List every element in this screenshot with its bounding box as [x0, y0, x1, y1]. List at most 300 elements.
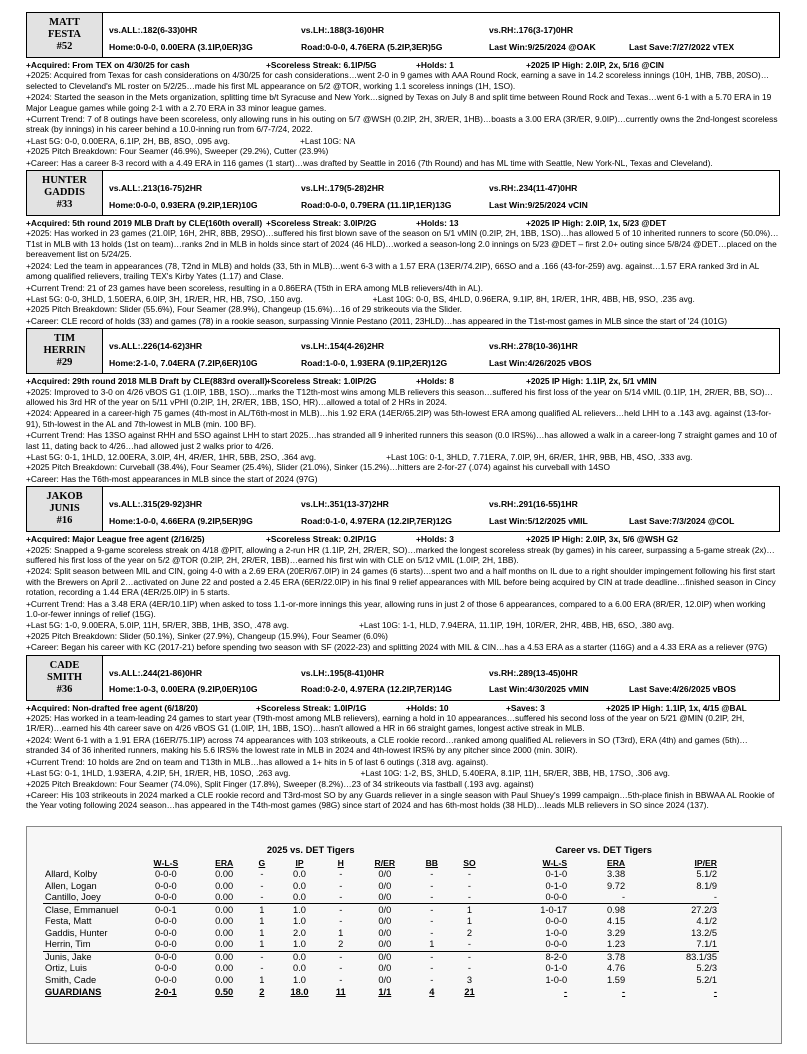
pitch-breakdown: +2025 Pitch Breakdown: Slider (55.6%), Four Seamer (28.9%), Changeup (15.6%)…16 of 29 strikeouts via the Slider.	[26, 304, 462, 315]
player-num: #52	[56, 41, 73, 52]
stat-cell: 0/0	[357, 951, 413, 963]
stat-cell: 0.00	[215, 868, 234, 879]
player-name-box	[27, 487, 103, 531]
pitcher-name: Allen, Logan	[45, 880, 97, 891]
stat-cell: 27.2/3	[627, 904, 719, 916]
last-10-games: +Last 10G: NA	[300, 135, 356, 146]
note-y2025: +2025: Improved to 3-0 on 4/26 vBOS G1 (1.0IP, 1BB, 1SO)…marks the T12th-most wins among MLB relievers this season…suffered his first loss of the year on 5/14 vMIL (0.1IP, 1H, 2R/ER, BB, SO)…allowed his 3rd HR of the year on 5/11 vPHI (0.2IP, 1H, 2R/ER, 1BB, 1SO, HR)…allowed a total of 2 HRs in 2024.	[26, 386, 773, 407]
split-rh: vs.RH:.278(10-36)1HR	[489, 341, 578, 352]
stat-cell: 0.00	[215, 880, 234, 891]
stat-cell: 0-0-0	[155, 892, 177, 903]
player-name1: CADE	[49, 659, 80, 671]
stat-cell: 5.2/3	[696, 963, 717, 974]
split-all: vs.ALL:.182(6-33)0HR	[109, 25, 198, 35]
acquired-line: +Acquired: 5th round 2019 MLB Draft by CLE(160th overall)	[26, 218, 263, 229]
split-last-save	[629, 358, 779, 374]
player-splits	[103, 656, 779, 700]
player-name2: SMITH	[46, 671, 82, 683]
note-y2025: +2025: Has worked in 23 games (21.0IP, 16H, 2HR, 8BB, 29SO)…suffered his first blown save of the season on 5/1 vMIN (0.2IP, 2H, 1BB, 1SO)…has allowed 5 of 10 inherited runners to score (50.0%)…T1st in MLB with 13 holds (1st on team)…ranks 2nd in MLB in holds since start of 2024 (46 HLD)…worked a season-long 2.0 innings on 5/23 @DET – first 2.0+ outing since 5/8/24 @DET…placed on the bereavement list on 5/24/25.	[26, 228, 779, 260]
stats-table	[43, 845, 719, 998]
ip-high: +2025 IP High: 2.0IP, 2x, 5/16 @CIN	[526, 60, 664, 70]
player-block	[26, 170, 780, 326]
ip-high: +2025 IP High: 2.0IP, 3x, 5/6 @WSH G2	[526, 534, 678, 545]
note-trend: +Current Trend: 10 holds are 2nd on team and T13th in MLB…has allowed a 1+ hits in 5 of last 6 outings (.318 avg. against).	[26, 756, 489, 767]
table-row	[43, 975, 719, 987]
player-header	[26, 655, 780, 701]
last-games-row	[26, 620, 780, 630]
split-rh: vs.RH:.234(11-47)0HR	[489, 183, 578, 194]
stat-cell: 2	[466, 927, 473, 938]
total-cell: -	[713, 986, 717, 997]
stat-cell: 0-0-0	[545, 916, 568, 927]
last-games-row	[26, 452, 780, 462]
col-header: G	[258, 857, 266, 868]
stat-cell: 0-0-0	[155, 868, 177, 879]
last-10-games: +Last 10G: 0-0, BS, 4HLD, 0.96ERA, 9.1IP, 8H, 1R/ER, 1HR, 4BB, HB, 9SO, .235 avg.	[372, 293, 695, 304]
stat-cell: 0/0	[378, 975, 392, 986]
stat-cell: 0-0-0	[133, 951, 199, 963]
stat-cell: 1-0-0	[545, 975, 568, 986]
total-cell: 0.50	[215, 986, 234, 997]
total-cell: 21	[464, 986, 475, 997]
pitcher-name: Clase, Emmanuel	[43, 904, 133, 916]
split-last-save: Last Save:7/3/2024 @COL	[629, 515, 735, 526]
stat-cell: 1.0	[293, 939, 306, 950]
split-road: Road:0-0-0, 0.79ERA (11.1IP,1ER)13G	[301, 199, 452, 210]
stat-cell: 0-0-0	[545, 892, 568, 903]
stat-cell: 0.00	[215, 916, 234, 927]
total-cell: 2	[259, 986, 265, 997]
split-blank	[629, 668, 779, 684]
split-all: vs.ALL:.213(16-75)2HR	[109, 183, 203, 194]
split-home: Home:2-1-0, 7.04ERA (7.2IP,6ER)10G	[109, 357, 258, 368]
stat-cell: -	[467, 880, 472, 891]
stat-cell: 3.29	[607, 927, 626, 938]
table-row	[43, 928, 719, 940]
stat-cell: 0.0	[293, 963, 306, 974]
note-y2025: +2025: Acquired from Texas for cash considerations on 4/30/25 for cash considerations…went 2-0 in 9 games with AAA Round Rock, earning a save in 14.2 scoreless innings (10H, 1HB, 7BB, 20SO)…selected to Cleveland's ML roster on 5/2/25…made his first ML appearance on 5/2 @TOR, working 1.1 scoreless innings (1H, 1SO).	[26, 70, 770, 91]
stat-cell: 0-0-0	[155, 963, 177, 974]
scoreless-streak: +Scoreless Streak: 1.0IP/2G	[266, 376, 377, 387]
split-blank	[629, 341, 779, 357]
split-last-win: Last Win:4/30/2025 vMIN	[489, 684, 589, 695]
table-row	[43, 880, 719, 892]
stat-cell: -	[325, 904, 357, 916]
stat-cell: 3.78	[569, 951, 627, 963]
split-last-win: Last Win:5/12/2025 vMIL	[489, 515, 588, 526]
last-games-row	[26, 294, 780, 304]
player-block	[26, 655, 780, 811]
pitch-breakdown: +2025 Pitch Breakdown: Slider (50.1%), Sinker (27.9%), Changeup (15.9%), Four Seamer (6.0%)	[26, 630, 388, 641]
col-header: BB	[425, 857, 438, 868]
player-name1: TIM	[54, 333, 75, 345]
note-y2024: +2024: Went 6-1 with a 1.91 ERA (16ER/75.1IP) across 74 appearances with 103 strikeouts, a CLE rookie record…ranked among qualified AL relievers in SO (T3rd), ERA (4th) and games (5th)…stranded 34 of 36 inherited runners, making his 5.6 IRS% the lowest rate in MLB in 2024 and 4th-lowest IRS% by any pitcher since 2000 (min. 30IR).	[26, 734, 748, 756]
stat-cell: 9.72	[607, 880, 626, 891]
total-cell: 1/1	[378, 986, 392, 997]
total-cell: 2-0-1	[155, 986, 177, 997]
player-splits	[103, 329, 779, 373]
player-name-box	[27, 13, 103, 57]
stat-cell: 0/0	[357, 904, 413, 916]
title-2025-vs-det: 2025 vs. DET Tigers	[266, 845, 355, 856]
pitcher-name: Ortiz, Luis	[45, 963, 87, 974]
player-name-box	[27, 329, 103, 373]
note-trend: +Current Trend: Has a 3.48 ERA (4ER/10.1IP) when asked to toss 1.1-or-more innings this year, allowing runs in just 2 of those 6 appearances, compared to a 6.00 ERA (8R/ER, 12.0IP) when working 1.0-or-fewer innings of relief (15G).	[26, 598, 766, 620]
player-name2: FESTA	[47, 29, 82, 40]
blank-cell	[43, 845, 133, 857]
stat-cell: 0/0	[378, 939, 392, 950]
stat-cell: 2	[338, 939, 344, 950]
col-header: W-L-S	[153, 857, 179, 868]
player-name2: GADDIS	[44, 187, 85, 199]
stat-cell: 1	[338, 927, 344, 938]
player-name2: JUNIS	[49, 503, 80, 515]
player-header	[26, 486, 780, 532]
last-5-games: +Last 5G: 0-0, 0.00ERA, 6.1IP, 2H, BB, 8SO, .095 avg.	[26, 135, 230, 146]
total-row	[43, 987, 719, 999]
split-lh: vs.LH:.188(3-16)0HR	[301, 25, 385, 35]
player-block	[26, 486, 780, 652]
player-quick-row	[26, 534, 780, 544]
stat-cell: -	[467, 939, 472, 950]
career-note: +Career: Has a career 8-3 record with a 4.49 ERA in 116 games (1 start)…was drafted by Seattle in 2016 (7th Round) and has ML time with Seattle, New York-NL, Texas and Cleveland).	[26, 157, 713, 168]
split-blank	[629, 183, 779, 199]
stat-cell: 1.59	[607, 975, 626, 986]
table-row	[43, 892, 719, 904]
player-splits	[103, 13, 779, 57]
stat-cell: 8-2-0	[488, 951, 569, 963]
player-name2: HERRIN	[43, 345, 86, 357]
split-rh: vs.RH:.289(13-45)0HR	[489, 667, 578, 678]
note-trend: +Current Trend: 21 of 23 games have been scoreless, resulting in a 0.86ERA (T5th in ERA among MLB relievers/4th in AL).	[26, 282, 483, 293]
stats-title-row	[43, 845, 719, 857]
note-y2024: +2024: Appeared in a career-high 75 games (4th-most in AL/T6th-most in MLB)…his 1.92 ERA (14ER/65.2IP) was 5th-lowest ERA among qualified AL relievers…held LHH to a .143 avg. against (13-for-91), 5th-lowest in the AL and 7th-lowest in MLB (min. 100 BF).	[26, 408, 772, 429]
stat-cell: 0.0	[293, 880, 306, 891]
stat-cell: -	[467, 963, 472, 974]
player-name-box	[27, 171, 103, 215]
note-y2024: +2024: Started the season in the Mets organization, splitting time b/t Syracuse and New York…signed by Texas on July 8 and split time between Round Rock and Texas…went 6-1 with a 5.70 ERA in 19 Major League games while going 2-1 with a 2.70 ERA in 33 minor league games.	[26, 92, 772, 113]
stat-cell: 1	[466, 916, 473, 927]
stat-cell: 0-0-0	[155, 939, 177, 950]
player-header	[26, 170, 780, 216]
last-10-games: +Last 10G: 1-2, BS, 3HLD, 5.40ERA, 8.1IP, 11H, 5R/ER, 3BB, HB, 17SO, .306 avg.	[360, 768, 670, 779]
table-row	[43, 963, 719, 975]
stat-cell: -	[467, 868, 472, 879]
stats-header-row	[43, 857, 719, 869]
scoreless-streak: +Scoreless Streak: 0.2IP/1G	[266, 534, 377, 545]
split-rh: vs.RH:.291(16-55)1HR	[489, 499, 578, 510]
stat-cell: 0.00	[199, 904, 250, 916]
stat-cell: -	[430, 963, 434, 974]
split-lh: vs.LH:.179(5-28)2HR	[301, 183, 385, 194]
stat-cell: -	[430, 880, 434, 891]
note-y2024: +2024: Led the team in appearances (78, T2nd in MLB) and holds (33, 5th in MLB)…went 6-3 with a 1.57 ERA (13ER/74.2IP), 66SO and a .166 (43-for-259) avg. against…1.57 ERA ranked 3rd in AL among qualified relievers, trailing TEX's Kirby Yates (1.17) and Clase.	[26, 260, 760, 282]
split-home: Home:1-0-3, 0.00ERA (9.2IP,0ER)10G	[109, 684, 258, 695]
stat-cell: 4.1/2	[696, 916, 717, 927]
stat-cell: -	[339, 868, 343, 879]
last-10-games: +Last 10G: 1-1, HLD, 7.94ERA, 11.1IP, 19H, 10R/ER, 2HR, 4BB, HB, 6SO, .380 avg.	[358, 620, 675, 631]
stat-cell: 0-0-0	[155, 880, 177, 891]
career-note: +Career: Began his career with KC (2017-21) before spending two season with SF (2022-23) and splitting 2024 with MIL & CIN…has a 4.53 ERA as a starter (116G) and a 4.33 ERA as a reliever (97G)	[26, 642, 768, 653]
stat-cell: 13.2/5	[691, 927, 717, 938]
ip-high: +2025 IP High: 1.1IP, 2x, 5/1 vMIN	[526, 376, 657, 387]
stat-cell: 4.76	[607, 963, 626, 974]
stat-cell: -	[430, 975, 434, 986]
career-note: +Career: Has the T6th-most appearances in MLB since the start of 2024 (97G)	[26, 473, 318, 484]
stat-cell: -	[413, 904, 451, 916]
career-col-header: ERA	[606, 857, 626, 868]
acquired-line: +Acquired: Major League free agent (2/16/25)	[26, 534, 205, 545]
stat-cell: -	[713, 892, 717, 903]
career-col-header: W-L-S	[542, 857, 568, 868]
table-row	[43, 869, 719, 881]
split-road: Road:1-0-0, 1.93ERA (9.1IP,2ER)12G	[301, 357, 448, 368]
total-cell: -	[622, 986, 626, 997]
stat-cell: -	[260, 963, 264, 974]
note-trend: +Current Trend: Has 13SO against RHH and 5SO against LHH to start 2025…has stranded all 9 inherited runners this season (0.0 IRS%)…has allowed a walk in a career-long 7 straight games and 10 of last 11, dating back to 4/26…had allowed just 2 walks prior to 4/26.	[26, 430, 777, 451]
acquired-line: +Acquired: From TEX on 4/30/25 for cash	[26, 60, 190, 70]
stat-cell: -	[339, 963, 343, 974]
stat-cell: 0-1-0	[545, 963, 568, 974]
player-splits	[103, 487, 779, 531]
ip-high: +2025 IP High: 1.1IP, 1x, 4/15 @BAL	[606, 702, 747, 713]
split-home: Home:0-0-0, 0.00ERA (3.1IP,0ER)3G	[109, 41, 253, 52]
stat-cell: -	[339, 892, 343, 903]
stat-cell: 7.1/1	[696, 939, 717, 950]
stat-cell: 83.1/35	[627, 951, 719, 963]
stat-cell: 0/0	[378, 916, 392, 927]
stat-cell: 0.0	[293, 892, 306, 903]
stat-cell: 1.0	[274, 904, 325, 916]
player-num: #33	[56, 199, 73, 211]
stat-cell: 1.0	[293, 975, 306, 986]
player-num: #29	[56, 357, 73, 369]
stat-cell: -	[339, 916, 343, 927]
career-note: +Career: His 103 strikeouts in 2024 marked a CLE rookie record and T3rd-most SO by any Guards reliever in a single season with Paul Shuey's 1999 campaign…5th-place finish in BBWAA AL Rookie of the Year voting following 2024 season…has appeared in the T4th-most games (98G) since start of 2024 and has 6th-most holds (38 HLD)…leads MLB relievers in SO since 2024 (137).	[26, 789, 775, 811]
scoreless-streak: +Scoreless Streak: 6.1IP/5G	[266, 60, 377, 70]
pitcher-name: Gaddis, Hunter	[45, 927, 108, 938]
split-road: Road:0-0-0, 4.76ERA (5.2IP,3ER)5G	[301, 41, 443, 52]
split-all: vs.ALL:.244(21-86)0HR	[109, 667, 203, 678]
split-home: Home:0-0-0, 0.93ERA (9.2IP,1ER)10G	[109, 199, 258, 210]
total-cell: -	[564, 986, 568, 997]
note-y2025: +2025: Has worked in a team-leading 24 games to start year (T9th-most among MLB relievers), earning a hold in 10 appearances…suffered his second loss of the year on 5/21 @MIN (0.2IP, 2H, 1R/ER)…earned his 4th career save on 4/26 vBOS G1 (1.0IP, 1H, 1BB, 1SO)…hasn't allowed a HR in 66 straight games, longest active streak in MLB.	[26, 713, 745, 734]
stat-cell: 5.1/2	[696, 868, 717, 879]
total-cell: 4	[429, 986, 435, 997]
stat-cell: 0-1-0	[545, 880, 568, 891]
player-block	[26, 12, 780, 168]
stat-cell: -	[325, 951, 357, 963]
saves: +Saves: 3	[506, 702, 545, 713]
note-y2024: +2024: Split season between MIL and CIN, going 4-0 with a 2.69 ERA (20ER/67.0IP) in 24 games (6 starts)…spent two and a half months on IL due to a right shoulder impingement following his first start with the Brewers on April 2…activated on June 22 and posted a 2.45 ERA (6ER/22.0IP) in his final 9 relief appearances with MIL before being acquired by CIN at trade deadline…finished season in Cincy rotation, recording a 1.44 ERA (4ER/25.0IP) in 5 starts.	[26, 566, 776, 598]
last-games-row	[26, 768, 780, 778]
last-5-games: +Last 5G: 1-0, 9.00ERA, 5.0IP, 11H, 5R/ER, 3BB, 1HB, 3SO, .478 avg.	[26, 620, 289, 631]
player-header	[26, 12, 780, 58]
player-name1: JAKOB	[46, 491, 83, 503]
stat-cell: 1	[451, 904, 489, 916]
pitcher-name: Festa, Matt	[45, 916, 92, 927]
holds: +Holds: 3	[416, 534, 454, 545]
last-10-games: +Last 10G: 0-1, 3HLD, 7.71ERA, 7.0IP, 9H, 6R/ER, 1HR, 9BB, HB, 4SO, .333 avg.	[386, 451, 693, 462]
stat-cell: 8.1/9	[696, 880, 717, 891]
stat-cell: -	[430, 892, 434, 903]
stat-cell: 1-0-17	[488, 904, 569, 916]
acquired-line: +Acquired: 29th round 2018 MLB Draft by CLE(883rd overall)	[26, 376, 268, 387]
split-lh: vs.LH:.351(13-37)2HR	[301, 499, 389, 510]
blank-cell	[43, 857, 133, 869]
split-last-win: Last Win:4/26/2025 vBOS	[489, 357, 592, 368]
stat-cell: -	[622, 892, 626, 903]
player-block	[26, 328, 780, 484]
scoreless-streak: +Scoreless Streak: 1.0IP/1G	[256, 702, 367, 713]
stat-cell: 0.00	[215, 939, 234, 950]
last-5-games: +Last 5G: 0-1, 1HLD, 1.93ERA, 4.2IP, 5H, 1R/ER, HB, 10SO, .263 avg.	[26, 768, 291, 779]
stat-cell: 0-0-1	[133, 904, 199, 916]
player-name1: HUNTER	[42, 175, 87, 187]
holds: +Holds: 1	[416, 60, 454, 70]
stat-cell: 0/0	[378, 868, 392, 879]
split-lh: vs.LH:.195(8-41)0HR	[301, 667, 385, 678]
split-all: vs.ALL:.226(14-62)3HR	[109, 341, 203, 352]
pitch-breakdown: +2025 Pitch Breakdown: Curveball (38.4%), Four Seamer (25.4%), Slider (21.0%), Sinker (15.2%)…hitters are 2-for-27 (.074) against his curveball with 14SO	[26, 462, 610, 473]
split-last-save: Last Save:7/27/2022 vTEX	[629, 41, 735, 52]
stat-cell: -	[260, 868, 264, 879]
stat-cell: 1.23	[607, 939, 626, 950]
note-trend: +Current Trend: 7 of 8 outings have been scoreless, only allowing runs in his outing on 5/7 @WSH (0.2IP, 2H, 3R/ER, 1HB)…boasts a 3.00 ERA (3R/ER, 9.0IP)…currently owns the 2nd-longest scoreless streak (by innings) in his career behind a 10.0-inning run from 6/7-7/24, 2022.	[26, 114, 778, 135]
player-header	[26, 328, 780, 374]
stat-cell: 1	[259, 916, 265, 927]
pitch-breakdown: +2025 Pitch Breakdown: Four Seamer (74.0%), Split Finger (17.8%), Sweeper (8.2%)…23 of 34 strikeouts via fastball (.193 avg. against)	[26, 778, 534, 789]
career-col-header: IP/ER	[694, 857, 717, 868]
last-games-row	[26, 136, 780, 146]
table-row	[43, 939, 719, 951]
stat-cell: 1	[250, 904, 275, 916]
stat-cell: 1-0-0	[545, 927, 568, 938]
stat-cell: 0-1-0	[545, 868, 568, 879]
player-quick-row	[26, 60, 780, 70]
ip-high: +2025 IP High: 2.0IP, 1x, 5/23 @DET	[526, 218, 667, 229]
stat-cell: 0.0	[274, 951, 325, 963]
stat-cell: 0-0-0	[155, 916, 177, 927]
split-blank	[629, 25, 779, 41]
col-header: R/ER	[374, 857, 396, 868]
stat-cell: -	[430, 916, 434, 927]
col-header: H	[337, 857, 344, 868]
player-num: #36	[56, 683, 73, 695]
table-row	[43, 904, 719, 916]
stat-cell: 1	[259, 939, 265, 950]
last-5-games: +Last 5G: 0-0, 3HLD, 1.50ERA, 6.0IP, 3H, 1R/ER, HR, HB, 7SO, .150 avg.	[26, 293, 303, 304]
col-header: IP	[295, 857, 304, 868]
stat-cell: 2.0	[293, 927, 306, 938]
pitcher-name: Smith, Cade	[45, 975, 97, 986]
split-blank	[629, 499, 779, 515]
stat-cell: -	[430, 868, 434, 879]
stat-cell: -	[467, 892, 472, 903]
player-quick-row	[26, 703, 780, 713]
stat-cell: 0-0-0	[545, 939, 568, 950]
pitcher-name: Allard, Kolby	[45, 868, 98, 879]
player-quick-row	[26, 218, 780, 228]
split-last-win: Last Win:9/25/2024 vCIN	[489, 199, 588, 210]
team-total-label: GUARDIANS	[45, 986, 102, 997]
pitcher-name: Herrin, Tim	[45, 939, 91, 950]
stat-cell: -	[250, 951, 275, 963]
pitcher-name: Cantillo, Joey	[45, 892, 101, 903]
player-num: #16	[56, 515, 73, 527]
stat-cell: 0/0	[378, 892, 392, 903]
stat-cell: -	[413, 951, 451, 963]
split-last-save: Last Save:4/26/2025 vBOS	[629, 684, 737, 695]
split-road: Road:0-1-0, 4.97ERA (12.2IP,7ER)12G	[301, 515, 452, 526]
split-all: vs.ALL:.315(29-92)3HR	[109, 499, 203, 510]
stat-cell: 1	[259, 975, 265, 986]
player-quick-row	[26, 376, 780, 386]
acquired-line: +Acquired: Non-drafted free agent (6/18/20)	[26, 702, 198, 713]
stat-cell: 0.00	[215, 963, 234, 974]
pitcher-name: Junis, Jake	[43, 951, 133, 963]
split-road: Road:0-2-0, 4.97ERA (12.2IP,7ER)14G	[301, 684, 452, 695]
notes-page	[26, 12, 780, 813]
stat-cell: 5.2/1	[696, 975, 717, 986]
stat-cell: 0/0	[378, 880, 392, 891]
stat-cell: -	[339, 975, 343, 986]
table-row	[43, 916, 719, 928]
stat-cell: -	[430, 927, 434, 938]
note-y2025: +2025: Snapped a 9-game scoreless streak on 4/18 @PIT, allowing a 2-run HR (1.1IP, 2H, 2R/ER, SO)…marked the longest scoreless streak (by games) in his career, surpassing a 5-game streak (2x)…suffered his first loss of the year on 5/2 @TOR (0.2IP, 2H, 2R/ER, 1BB)…earned his first win with CLE on 5/12 vMIL (1.0IP, 2H, 1BB).	[26, 544, 775, 565]
stat-cell: 0.00	[215, 975, 234, 986]
stat-cell: 1	[429, 939, 435, 950]
stat-cell: -	[260, 880, 264, 891]
stat-cell: 0.00	[215, 892, 234, 903]
split-lh: vs.LH:.154(4-26)2HR	[301, 341, 385, 352]
holds: +Holds: 10	[406, 702, 449, 713]
title-career-vs-det: Career vs. DET Tigers	[555, 845, 652, 856]
stat-cell: 4.15	[607, 916, 626, 927]
split-last-win: Last Win:9/25/2024 @OAK	[489, 41, 596, 52]
stat-cell: 1.0	[293, 916, 306, 927]
stat-cell: 0.98	[569, 904, 627, 916]
holds: +Holds: 8	[416, 376, 454, 387]
stat-cell: 0/0	[378, 963, 392, 974]
stat-cell: 0-0-0	[155, 975, 177, 986]
stat-cell: -	[339, 880, 343, 891]
player-name1: MATT	[49, 17, 80, 28]
stat-cell: 0.00	[199, 951, 250, 963]
career-note: +Career: CLE record of holds (33) and games (78) in a rookie season, surpassing Vinnie Pestano (2011, 23HLD)…has appeared in the T1st-most games in MLB since the start of '24 (101G)	[26, 315, 728, 326]
stat-cell: 3.38	[607, 868, 626, 879]
split-home: Home:1-0-0, 4.66ERA (9.2IP,5ER)9G	[109, 515, 253, 526]
col-header: SO	[463, 857, 476, 868]
split-last-save	[629, 200, 779, 216]
stat-cell: 0/0	[378, 927, 392, 938]
total-cell: 18.0	[290, 986, 309, 997]
player-splits	[103, 171, 779, 215]
stat-cell: 3	[466, 975, 473, 986]
split-rh: vs.RH:.176(3-17)0HR	[489, 25, 574, 35]
holds: +Holds: 13	[416, 218, 459, 229]
stat-cell: 0-0-0	[155, 927, 177, 938]
stats-vs-det-box	[26, 826, 782, 1044]
table-row	[43, 951, 719, 963]
player-name-box	[27, 656, 103, 700]
stat-cell: 1	[259, 927, 265, 938]
stat-cell: -	[451, 951, 489, 963]
stat-cell: 0.00	[215, 927, 234, 938]
scoreless-streak: +Scoreless Streak: 3.0IP/2G	[266, 218, 377, 229]
pitch-breakdown: +2025 Pitch Breakdown: Four Seamer (46.9%), Sweeper (29.2%), Cutter (23.9%)	[26, 146, 329, 157]
stat-cell: 0.0	[293, 868, 306, 879]
